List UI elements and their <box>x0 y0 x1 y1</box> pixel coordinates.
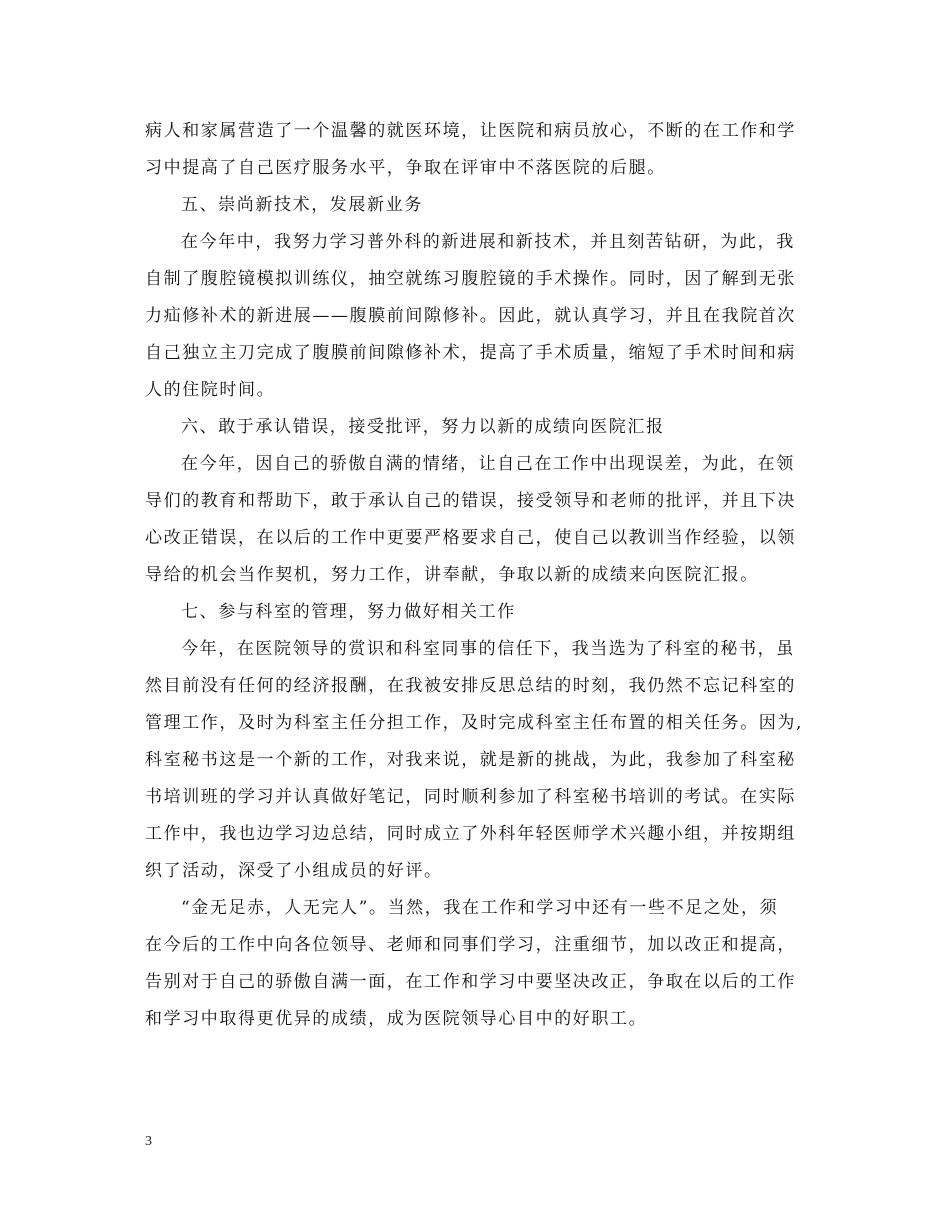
text-line: 病人和家属营造了一个温馨的就医环境，让医院和病员放心，不断的在工作和学 <box>145 121 796 141</box>
section-heading: 七、参与科室的管理，努力做好相关工作 <box>181 602 516 622</box>
document-body <box>145 113 805 1038</box>
text-line: 和学习中取得更优异的成绩，成为医院领导心目中的好职工。 <box>145 1009 648 1029</box>
text-line: 在今后的工作中向各位领导、老师和同事们学习，注重细节，加以改正和提高， <box>145 935 796 955</box>
text-line: 管理工作，及时为科室主任分担工作，及时完成科室主任布置的相关任务。因为, <box>145 713 804 733</box>
text-line: 力疝修补术的新进展——腹膜前间隙修补。因此，就认真学习，并且在我院首次 <box>145 306 796 326</box>
text-line: 科室秘书这是一个新的工作，对我来说，就是新的挑战，为此，我参加了科室秘 <box>145 750 796 770</box>
page-number: 3 <box>145 1134 152 1149</box>
text-line: 自己独立主刀完成了腹膜前间隙修补术，提高了手术质量，缩短了手术时间和病 <box>145 343 796 363</box>
text-line: 工作中，我也边学习边总结，同时成立了外科年轻医师学术兴趣小组，并按期组 <box>145 824 796 844</box>
section-heading: 六、敢于承认错误，接受批评，努力以新的成绩向医院汇报 <box>181 417 665 437</box>
text-line: 在今年中，我努力学习普外科的新进展和新技术，并且刻苦钻研，为此，我 <box>181 232 795 252</box>
text-line: 人的住院时间。 <box>145 380 276 400</box>
section-heading: 五、崇尚新技术，发展新业务 <box>181 195 423 215</box>
text-line: 习中提高了自己医疗服务水平，争取在评审中不落医院的后腿。 <box>145 158 666 178</box>
text-line: 导给的机会当作契机，努力工作，讲奉献，争取以新的成绩来向医院汇报。 <box>145 565 759 585</box>
text-line: 然目前没有任何的经济报酬，在我被安排反思总结的时刻，我仍然不忘记科室的 <box>145 676 796 696</box>
text-line: 在今年，因自己的骄傲自满的情绪，让自己在工作中出现误差，为此，在领 <box>181 454 795 474</box>
text-line: “金无足赤，人无完人”。当然，我在工作和学习中还有一些不足之处，须 <box>181 898 779 918</box>
text-line: 导们的教育和帮助下，敢于承认自己的错误，接受领导和老师的批评，并且下决 <box>145 491 796 511</box>
text-line: 今年，在医院领导的赏识和科室同事的信任下，我当选为了科室的秘书，虽 <box>181 639 795 659</box>
text-line: 心改正错误，在以后的工作中更要严格要求自己，使自己以教训当作经验，以领 <box>145 528 796 548</box>
text-line: 织了活动，深受了小组成员的好评。 <box>145 861 443 881</box>
text-line: 自制了腹腔镜模拟训练仪，抽空就练习腹腔镜的手术操作。同时，因了解到无张 <box>145 269 796 289</box>
text-line: 告别对于自己的骄傲自满一面，在工作和学习中要坚决改正，争取在以后的工作 <box>145 972 796 992</box>
text-line: 书培训班的学习并认真做好笔记，同时顺利参加了科室秘书培训的考试。在实际 <box>145 787 796 807</box>
